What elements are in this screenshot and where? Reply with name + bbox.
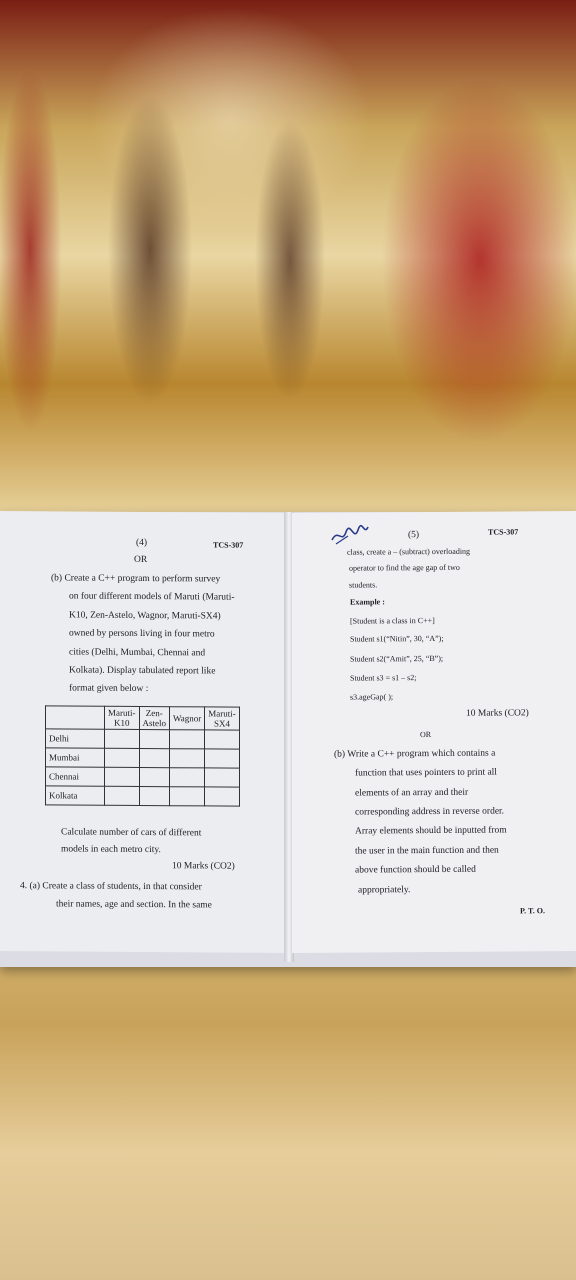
table-cell	[139, 748, 170, 767]
table-cell	[170, 787, 205, 806]
table-row	[46, 767, 240, 787]
left-or: OR	[134, 554, 148, 566]
rug-background-bottom	[0, 960, 576, 1280]
table-cell	[105, 767, 140, 786]
right-page	[292, 511, 576, 953]
right-q-b-line: above function should be called	[355, 864, 476, 876]
row-label-mumbai: Mumbai	[46, 748, 105, 767]
row-label-chennai: Chennai	[46, 767, 105, 786]
right-q-b-line: function that uses pointers to print all	[355, 767, 497, 779]
right-line: class, create a – (subtract) overloading	[347, 546, 471, 557]
table-cell	[205, 749, 240, 768]
example-line: Student s3 = s1 – s2;	[350, 673, 417, 683]
left-marks: 10 Marks (CO2)	[172, 861, 235, 872]
example-label: Example :	[350, 597, 385, 607]
table-cell	[170, 768, 205, 787]
left-page	[0, 511, 286, 953]
table-cell	[205, 730, 240, 749]
q4-line: their names, age and section. In the same	[56, 899, 212, 911]
q-b-line: Kolkata). Display tabulated report like	[69, 665, 216, 677]
header-wagnor: Wagnor	[170, 707, 205, 730]
q-b-line: owned by persons living in four metro	[69, 628, 215, 640]
q-b-line: K10, Zen-Astelo, Wagnor, Maruti-SX4)	[69, 610, 221, 622]
after-table-line: models in each metro city.	[61, 844, 161, 856]
right-line: operator to find the age gap of two	[349, 562, 460, 573]
table-row	[46, 786, 240, 806]
right-page-code: TCS-307	[488, 527, 519, 537]
table-cell	[105, 729, 140, 748]
table-cell	[170, 749, 205, 768]
right-q-b-line: appropriately.	[358, 885, 411, 896]
question-paper-booklet	[0, 512, 576, 967]
survey-table	[45, 705, 240, 806]
table-cell	[139, 786, 170, 805]
example-line: s3.ageGap( );	[350, 692, 394, 702]
q-b-line: (b) Create a C++ program to perform survey	[51, 573, 221, 585]
right-line: students.	[349, 580, 378, 590]
header-maruti-k10: Maruti- K10	[105, 706, 140, 729]
right-or: OR	[420, 730, 432, 740]
right-q-b-line: Array elements should be inputted from	[355, 825, 507, 837]
table-cell	[139, 767, 170, 786]
pto-text: P. T. O.	[520, 906, 545, 916]
table-row	[46, 748, 240, 768]
header-zen-astelo: Zen- Astelo	[139, 706, 170, 729]
table-cell	[205, 787, 240, 806]
example-line: Student s1(“Nitin”, 30, “A”);	[350, 633, 444, 644]
table-corner-cell	[46, 706, 105, 729]
table-row	[46, 729, 240, 749]
example-line: [Student is a class in C++]	[350, 615, 435, 626]
q-b-line: cities (Delhi, Mumbai, Chennai and	[69, 647, 206, 659]
example-line: Student s2(“Amit”, 25, “B”);	[350, 653, 444, 664]
right-q-b-line: the user in the main function and then	[355, 845, 499, 857]
right-q-b-line: corresponding address in reverse order.	[355, 806, 505, 818]
right-marks: 10 Marks (CO2)	[466, 708, 529, 719]
table-cell	[170, 730, 205, 749]
header-maruti-sx4: Maruti- SX4	[205, 707, 240, 730]
table-cell	[105, 786, 140, 805]
rug-background-top	[0, 0, 576, 520]
left-page-code: TCS-307	[213, 540, 244, 550]
q4-line: 4. (a) Create a class of students, in that consider	[20, 881, 202, 893]
table-header-row	[46, 706, 240, 730]
row-label-delhi: Delhi	[46, 729, 105, 748]
right-q-b-line: (b) Write a C++ program which contains a	[334, 748, 496, 760]
left-page-number: (4)	[136, 537, 148, 549]
table-cell	[205, 768, 240, 787]
table-cell	[105, 748, 140, 767]
right-page-number: (5)	[408, 530, 420, 541]
table-cell	[139, 729, 170, 748]
q-b-line: on four different models of Maruti (Maruti-	[69, 591, 235, 603]
handwritten-scribble-icon	[330, 524, 370, 548]
after-table-line: Calculate number of cars of different	[61, 827, 202, 839]
right-q-b-line: elements of an array and their	[355, 787, 469, 799]
row-label-kolkata: Kolkata	[46, 786, 105, 805]
q-b-line: format given below :	[69, 683, 149, 695]
